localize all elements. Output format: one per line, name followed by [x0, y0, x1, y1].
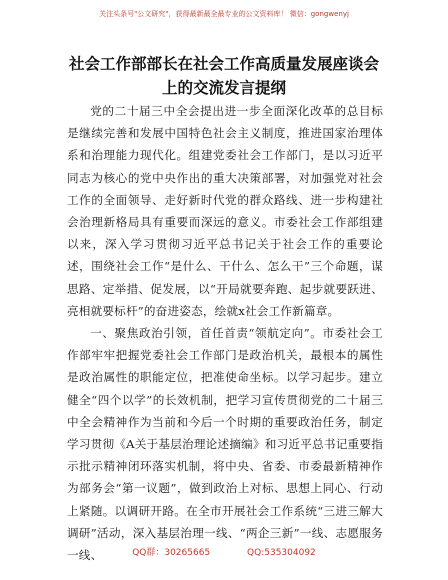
title-line-1: 社会工作部部长在社会工作高质量发展座谈会 — [68, 55, 379, 73]
qq-text: QQ:535304092 — [247, 548, 316, 558]
paragraph-intro: 党的二十届三中全会提出进一步全面深化改革的总目标是继续完善和发展中国特色社会主义制度，推进国家治理体系和治理能力现代化。组建党委社会工作部门，是以习近平同志为核心的党中央作出的重大决策部署，对加强党对社会工作的全面领导、走好新时代党的群众路线、进一步构建社会治理新格局具有重要而深远的意义。市委社会工作部组建以来，深入学习贯彻习近平总书记关于社会工作的重要论述，围绕社会工作“是什么、干什么、怎么干”三个命题，谋思路、定举措、促发展，以“开局就要奔跑、起步就要跃进、亮相就要标杆”的奋进姿态，绘就x社会工作新篇章。 — [67, 104, 383, 318]
document-title — [40, 52, 408, 100]
contact-footer — [0, 545, 448, 558]
promo-banner: 关注头条号"公文研究"，获得最新最全最专业的公文资料库！ 微信：gongwenyj — [99, 10, 349, 18]
qq-group-text: QQ群：30265665 — [132, 548, 211, 558]
paragraph-section-1: 一、聚焦政治引领，首任首责“领航定向”。市委社会工作部牢牢把握党委社会工作部门是政治机关，最根本的属性是政治属性的职能定位，把准使命坐标。以学习起步。建立健全“四个以学”的长效机制，把学习宣传贯彻党的二十届三中全会精神作为当前和今后一个时期的重要政治任务，制定学习贯彻《A关于基层治理论述摘编》和习近平总书记重要指示批示精神闭环落实机制，将中央、省委、市委最新精神作为部务会“第一议题”，做到政治上对标、思想上同心、行动上紧随。以调研开路。在全市开展社会工作系统“三进三解大调研”活动，深入基层治理一线、“两企三新”一线、志愿服务一线、 — [67, 326, 383, 563]
document-body — [67, 100, 383, 566]
title-line-2: 上的交流发言提纲 — [161, 79, 286, 97]
